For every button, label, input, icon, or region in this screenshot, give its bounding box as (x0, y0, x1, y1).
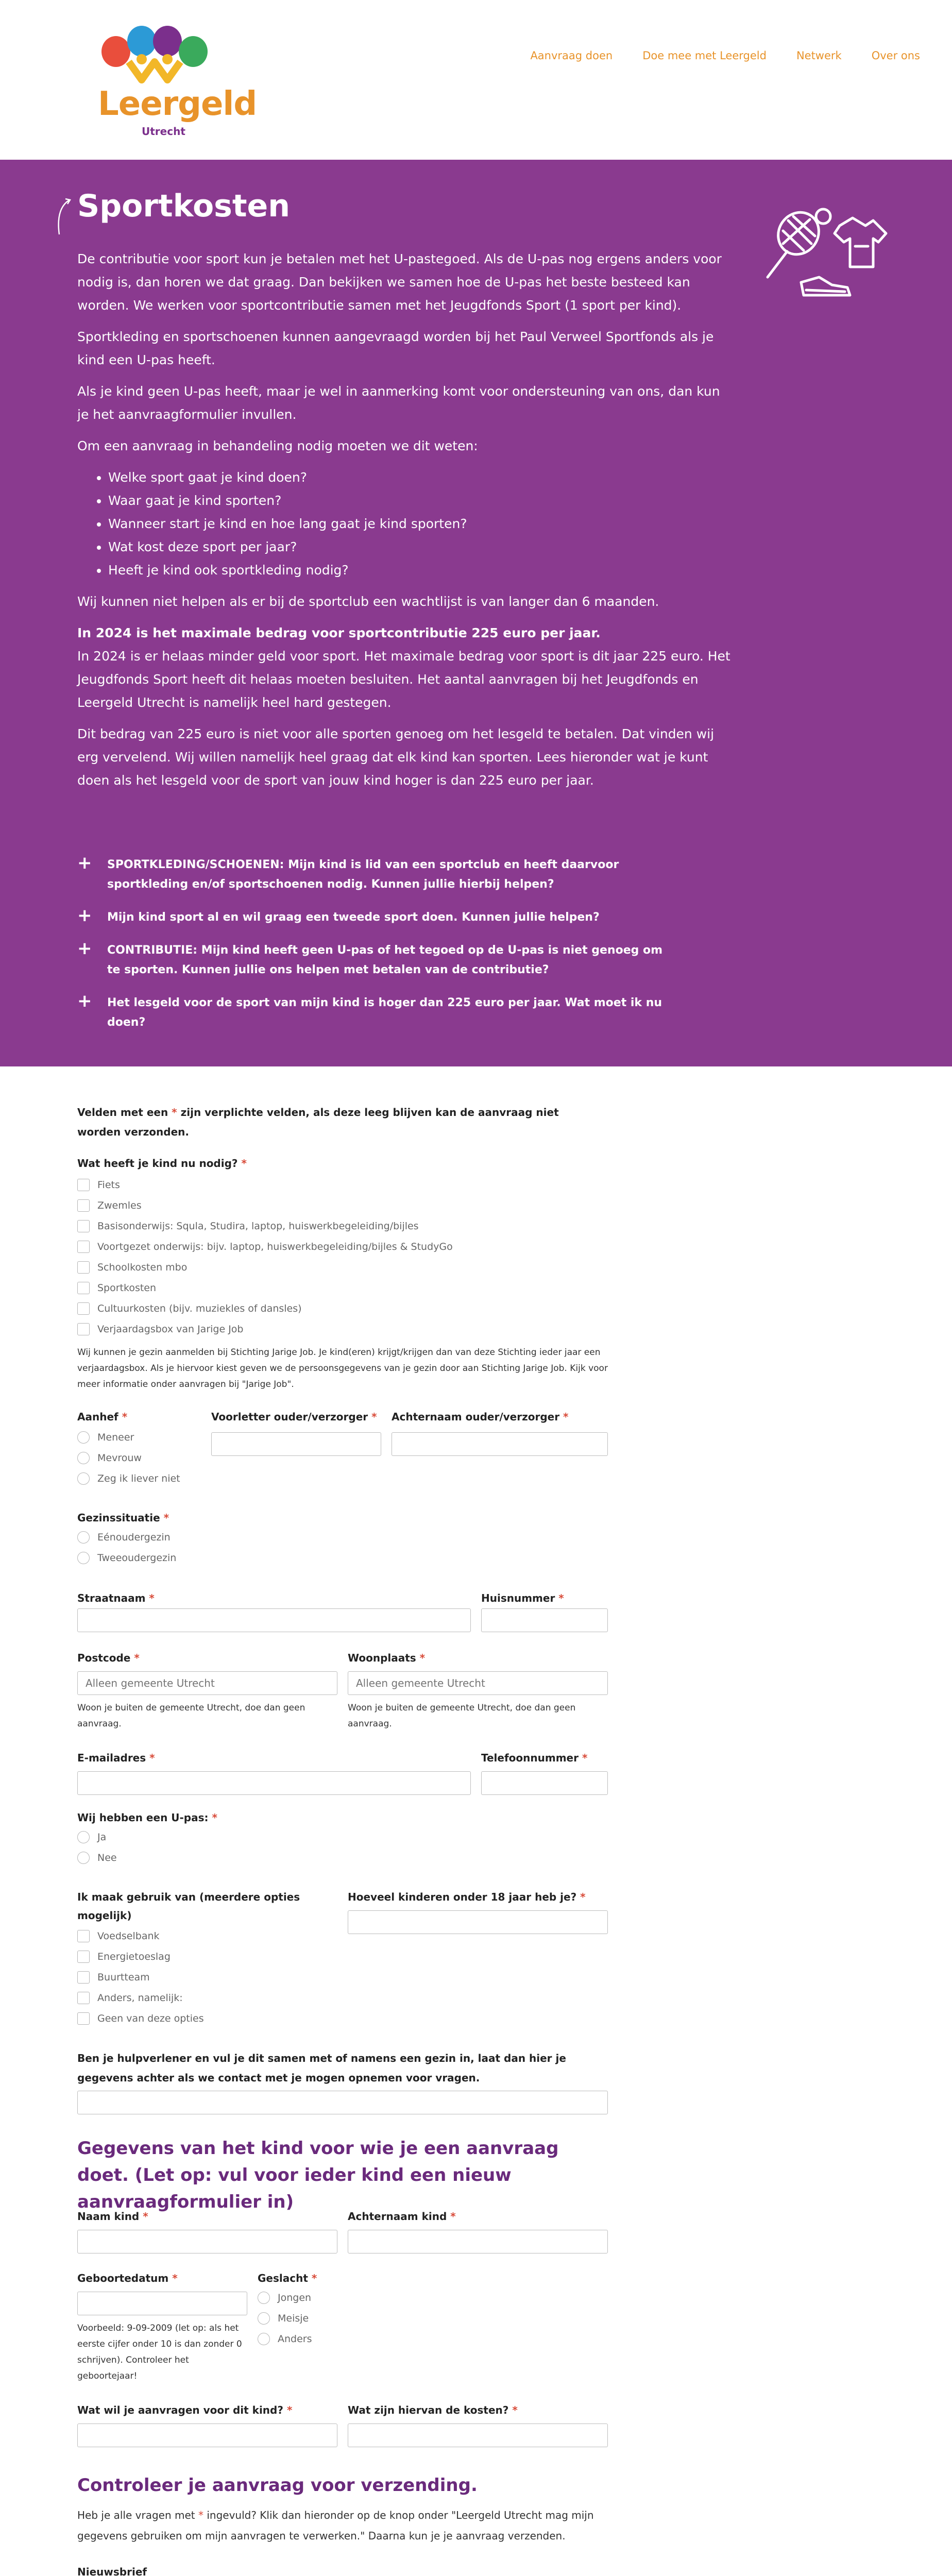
max-bedrag-heading: In 2024 is het maximale bedrag voor sportcontributie 225 euro per jaar. (77, 625, 601, 640)
required-star: * (286, 2404, 293, 2416)
kinderen-input[interactable] (348, 1910, 608, 1934)
checkbox-box[interactable] (77, 1282, 90, 1294)
option-label: Meisje (278, 2313, 309, 2324)
required-star: * (419, 1652, 426, 1664)
label-text: Achternaam ouder/verzorger (392, 1411, 564, 1423)
option-label: Zeg ik liever niet (97, 1473, 180, 1484)
checkbox-fiets[interactable] (77, 1179, 120, 1191)
list-item: • Heeft je kind ook sportkleding nodig? (108, 558, 732, 582)
option-label: Nee (97, 1852, 117, 1863)
naam-kind-label (77, 2207, 148, 2226)
required-star: * (450, 2210, 456, 2223)
required-star: * (134, 1652, 140, 1664)
leergeld-logo[interactable] (93, 23, 257, 138)
checkbox-box[interactable] (77, 1302, 90, 1315)
list-item: • Waar gaat je kind sporten? (108, 489, 732, 512)
option-label: Tweeoudergezin (97, 1552, 177, 1564)
email-input[interactable] (77, 1771, 471, 1795)
radio-anders[interactable] (258, 2333, 312, 2345)
nav-netwerk[interactable]: Netwerk (796, 49, 842, 62)
sportkleding-paragraph: Sportkleding en sportschoenen kunnen aangevraagd worden bij het Paul Verweel Sportfonds als je kind een U-pas heeft. (77, 329, 714, 367)
achternaam-ouder-label (392, 1408, 569, 1426)
option-label: Mevrouw (97, 1452, 142, 1464)
radio-jongen[interactable] (258, 2292, 311, 2304)
plus-icon: + (77, 905, 92, 926)
radio-meneer[interactable] (77, 1431, 134, 1444)
option-label: Buurtteam (97, 1972, 150, 1983)
kinderen-label (348, 1888, 586, 1906)
radio-circle[interactable] (77, 1431, 90, 1444)
radio-zeg-ik-liever-niet[interactable] (77, 1472, 180, 1485)
geboortedatum-input[interactable] (77, 2292, 247, 2315)
faq-item-sportkleding[interactable] (77, 855, 695, 894)
radio-circle[interactable] (77, 1452, 90, 1464)
geslacht-label (258, 2269, 317, 2287)
plus-icon: + (77, 938, 92, 959)
radio-tweeoudergezin[interactable] (77, 1552, 176, 1564)
checkbox-box[interactable] (77, 1241, 90, 1253)
radio-mevrouw[interactable] (77, 1452, 142, 1464)
minder-geld-paragraph: In 2024 is er helaas minder geld voor sport. Het maximale bedrag voor sport is dit jaar 225 euro. Het Jeugdfonds Sport heeft dit helaas moeten besluiten. Het aantal aanvragen bij het Jeugdfonds en Leergeld Utrecht is namelijk heel hard gestegen. (77, 649, 730, 710)
sportkosten-section (0, 160, 952, 1066)
postcode-note: Woon je buiten de gemeente Utrecht, doe dan geen aanvraag. (77, 1703, 305, 1729)
label-text: Aanhef (77, 1411, 122, 1423)
telefoon-label (481, 1749, 587, 1767)
checkbox-schoolkosten-mbo[interactable] (77, 1261, 187, 1274)
faq-question: SPORTKLEDING/SCHOENEN: Mijn kind is lid van een sportclub en heeft daarvoor sportkleding en/of sportschoenen nodig. Kunnen jullie hierbij helpen? (107, 858, 619, 891)
radio-eenoudergezin[interactable] (77, 1531, 171, 1544)
checkbox-geen[interactable] (77, 2012, 204, 2025)
option-label: Voortgezet onderwijs: bijv. laptop, huiswerkbegeleiding/bijles & StudyGo (97, 1241, 453, 1252)
achternaam-kind-label (348, 2207, 456, 2226)
woonplaats-label (348, 1649, 425, 1667)
option-label: Fiets (97, 1179, 120, 1191)
required-fields-note (77, 1103, 577, 1142)
needs-label (77, 1154, 247, 1173)
radio-circle[interactable] (77, 1852, 90, 1864)
postcode-label (77, 1649, 140, 1667)
option-label: Anders (278, 2333, 312, 2345)
label-text: Geslacht (258, 2272, 312, 2284)
requirements-list (108, 466, 732, 582)
achternaam-kind-input[interactable] (348, 2230, 608, 2253)
radio-upas-nee[interactable] (77, 1852, 117, 1864)
bedrag-paragraph: Dit bedrag van 225 euro is niet voor alle sporten genoeg om het lesgeld te betalen. Dat vinden wij erg vervelend. Wij willen namelijk heel graag dat elk kind kan sporten. Lees hieronder wat je kunt doen als het lesgeld voor de sport van jouw kind hoger is dan 225 euro per jaar. (77, 726, 715, 788)
checkbox-box[interactable] (77, 1971, 90, 1984)
label-text: Ik maak gebruik van (meerdere opties mogelijk) (77, 1891, 300, 1922)
plus-icon: + (77, 991, 92, 1011)
logo-subtitle: Utrecht (142, 125, 185, 138)
required-star: * (163, 1512, 169, 1524)
checkbox-anders[interactable] (77, 1992, 183, 2004)
label-text: Telefoonnummer (481, 1752, 582, 1764)
list-item: • Welke sport gaat je kind doen? (108, 466, 732, 489)
kosten-input[interactable] (348, 2424, 608, 2447)
logo-wordmark: Leergeld (98, 85, 257, 123)
checkbox-sportkosten[interactable] (77, 1282, 156, 1294)
option-label: Voedselbank (97, 1930, 160, 1942)
radio-circle[interactable] (258, 2292, 270, 2304)
required-star: * (172, 1106, 177, 1118)
option-label: Geen van deze opties (97, 2013, 204, 2024)
label-text: Naam kind (77, 2210, 143, 2223)
logo-figures-icon (93, 23, 222, 90)
checkbox-box[interactable] (77, 1992, 90, 2004)
geboortedatum-label (77, 2269, 178, 2287)
label-text: Huisnummer (481, 1592, 559, 1604)
required-star: * (512, 2404, 518, 2416)
hulpverlener-label: Ben je hulpverlener en vul je dit samen met of namens een gezin in, laat dan hier je gegevens achter als we contact met je mogen opnemen voor vragen. (77, 2052, 566, 2084)
checkbox-box[interactable] (77, 1220, 90, 1232)
requirements-intro: Om een aanvraag in behandeling nodig moeten we dit weten: (77, 438, 478, 453)
nav-over-ons[interactable]: Over ons (871, 49, 920, 62)
option-label: Meneer (97, 1432, 134, 1443)
nav-aanvraag-doen[interactable]: Aanvraag doen (530, 49, 613, 62)
email-label (77, 1749, 155, 1767)
label-text: Wat wil je aanvragen voor dit kind? (77, 2404, 287, 2416)
aanvragen-label (77, 2401, 292, 2419)
plus-icon: + (77, 853, 92, 873)
label-text: Gezinssituatie (77, 1512, 164, 1524)
label-text: Wat zijn hiervan de kosten? (348, 2404, 513, 2416)
intro-text: Velden met een (77, 1106, 172, 1118)
kosten-label (348, 2401, 518, 2419)
upas-label (77, 1808, 217, 1827)
required-star: * (212, 1811, 217, 1824)
label-text: E-mailadres (77, 1752, 150, 1764)
required-star: * (580, 1891, 586, 1903)
checkbox-voedselbank[interactable] (77, 1930, 160, 1942)
radio-circle[interactable] (77, 1472, 90, 1485)
curved-arrow-icon (54, 196, 75, 237)
label-text: Geboortedatum (77, 2272, 173, 2284)
option-label: Basisonderwijs: Squla, Studira, laptop, huiswerkbegeleiding/bijles (97, 1221, 419, 1232)
woonplaats-note: Woon je buiten de gemeente Utrecht, doe dan geen aanvraag. (348, 1703, 576, 1729)
option-label: Verjaardagsbox van Jarige Job (97, 1324, 244, 1335)
controle-section-title: Controleer je aanvraag voor verzending. (77, 2475, 478, 2496)
checkbox-energietoeslag[interactable] (77, 1951, 171, 1963)
site-header (0, 0, 952, 160)
option-label: Schoolkosten mbo (97, 1262, 188, 1273)
checkbox-buurtteam[interactable] (77, 1971, 150, 1984)
required-star: * (558, 1592, 564, 1604)
option-label: Energietoeslag (97, 1951, 171, 1962)
postcode-input[interactable] (77, 1671, 337, 1695)
required-star: * (371, 1411, 377, 1423)
required-star: * (149, 1592, 155, 1604)
required-star: * (241, 1157, 247, 1170)
woonplaats-input[interactable] (348, 1671, 608, 1695)
hulpverlener-input[interactable] (77, 2091, 608, 2114)
aanvragen-input[interactable] (77, 2424, 337, 2447)
radio-upas-ja[interactable] (77, 1831, 106, 1843)
huisnummer-input[interactable] (481, 1608, 608, 1632)
faq-item-lesgeld[interactable] (77, 993, 695, 1032)
radio-meisje[interactable] (258, 2312, 309, 2325)
gezinssituatie-label (77, 1509, 169, 1527)
checkbox-zwemles[interactable] (77, 1199, 142, 1212)
checkbox-box[interactable] (77, 1261, 90, 1274)
aanhef-label (77, 1408, 127, 1426)
faq-accordion (77, 855, 695, 1046)
checkbox-cultuurkosten[interactable] (77, 1302, 302, 1315)
label-text: Postcode (77, 1652, 134, 1664)
label-text: Hoeveel kinderen onder 18 jaar heb je? (348, 1891, 581, 1903)
controle-text-part: Heb je alle vragen met (77, 2509, 198, 2521)
checkbox-box[interactable] (77, 1951, 90, 1963)
checkbox-voortgezet[interactable] (77, 1241, 453, 1253)
option-label: Jongen (278, 2292, 312, 2303)
required-star: * (311, 2272, 317, 2284)
required-star: * (122, 1411, 128, 1423)
required-star: * (149, 1752, 155, 1764)
radio-circle[interactable] (77, 1531, 90, 1544)
option-label: Sportkosten (97, 1282, 157, 1294)
sport-equipment-icon (762, 205, 891, 303)
required-star: * (582, 1752, 588, 1764)
label-text: Woonplaats (348, 1652, 420, 1664)
label-text: Achternaam kind (348, 2210, 451, 2223)
checkbox-box[interactable] (77, 1323, 90, 1335)
required-star: * (172, 2272, 178, 2284)
faq-item-contributie[interactable] (77, 938, 695, 980)
nav-doe-mee[interactable]: Doe mee met Leergeld (642, 49, 767, 62)
option-label: Anders, namelijk: (97, 1992, 183, 2004)
list-item: • Wanneer start je kind en hoe lang gaat je kind sporten? (108, 512, 732, 535)
checkbox-jarige-job[interactable] (77, 1323, 244, 1335)
checkbox-box[interactable] (77, 1179, 90, 1191)
option-label: Eénoudergezin (97, 1532, 171, 1543)
checkbox-basisonderwijs[interactable] (77, 1220, 419, 1232)
radio-circle[interactable] (77, 1552, 90, 1564)
naam-kind-input[interactable] (77, 2230, 337, 2253)
voorletter-input[interactable] (211, 1432, 381, 1456)
hero-body (77, 247, 732, 800)
label-text: Wat heeft je kind nu nodig? (77, 1157, 242, 1170)
faq-question: Mijn kind sport al en wil graag een tweede sport doen. Kunnen jullie helpen? (107, 911, 600, 924)
straatnaam-input[interactable] (77, 1608, 471, 1632)
controle-text-part: ingevuld? Klik dan hieronder op de knop onder "Leergeld Utrecht mag mijn gegevens gebruiken om mijn aanvragen te verwerken." Daarna kun je je aanvraag verzenden. (77, 2509, 594, 2542)
achternaam-ouder-input[interactable] (392, 1432, 608, 1456)
geen-upas-paragraph: Als je kind geen U-pas heeft, maar je wel in aanmerking komt voor ondersteuning van ons, dan kun je het aanvraagformulier invullen. (77, 384, 720, 422)
label-text: Straatnaam (77, 1592, 149, 1604)
huisnummer-label (481, 1589, 564, 1607)
radio-circle[interactable] (258, 2333, 270, 2345)
option-label: Ja (97, 1832, 107, 1843)
checkbox-box[interactable] (77, 1930, 90, 1942)
label-text: Wij hebben een U-pas: (77, 1811, 212, 1824)
option-label: Zwemles (97, 1200, 142, 1211)
jarige-job-note: Wij kunnen je gezin aanmelden bij Stichting Jarige Job. Je kind(eren) krijgt/krijgen dan van deze Stichting ieder jaar een verjaardagsbox. Als je hiervoor kiest geven we de persoonsgegevens van je gezin door aan Stichting Jarige Job. Kijk voor meer informatie onder aanvragen bij "Jarige Job". (77, 1347, 608, 1389)
kind-section-title: Gegevens van het kind voor wie je een aanvraag doet. (Let op: vul voor ieder kind een nieuw aanvraagformulier in) (77, 2138, 559, 2212)
intro-paragraph: De contributie voor sport kun je betalen met het U-pastegoed. Als de U-pas nog ergens anders voor nodig is, dan horen we dat graag. Dan bekijken we samen hoe de U-pas het beste besteed kan worden. We werken voor sportcontributie samen met het Jeugdfonds Sport (1 sport per kind). (77, 251, 722, 313)
faq-question: CONTRIBUTIE: Mijn kind heeft geen U-pas of het tegoed op de U-pas is niet genoeg om te sporten. Kunnen jullie ons helpen met betalen van de contributie? (107, 944, 663, 976)
radio-circle[interactable] (258, 2312, 270, 2325)
geboortedatum-note: Voorbeeld: 9-09-2009 (let op: als het eerste cijfer onder 10 is dan zonder 0 schrijven). Controleer het geboortejaar! (77, 2323, 242, 2381)
main-nav (530, 49, 920, 62)
voorletter-label (211, 1408, 377, 1426)
checkbox-box[interactable] (77, 1199, 90, 1212)
telefoon-input[interactable] (481, 1771, 608, 1795)
required-star: * (198, 2509, 203, 2521)
checkbox-box[interactable] (77, 2012, 90, 2025)
faq-item-tweede-sport[interactable] (77, 905, 695, 927)
intro-text: zijn verplichte velden, als deze leeg blijven kan de aanvraag niet worden verzonden. (77, 1106, 559, 1138)
required-star: * (563, 1411, 569, 1423)
wachtlijst-paragraph: Wij kunnen niet helpen als er bij de sportclub een wachtlijst is van langer dan 6 maanden. (77, 594, 659, 609)
list-item: • Wat kost deze sport per jaar? (108, 535, 732, 558)
straatnaam-label (77, 1589, 155, 1607)
required-star: * (143, 2210, 148, 2223)
faq-question: Het lesgeld voor de sport van mijn kind is hoger dan 225 euro per jaar. Wat moet ik nu doen? (107, 996, 662, 1029)
option-label: Cultuurkosten (bijv. muziekles of dansles) (97, 1303, 302, 1314)
page-title: Sportkosten (77, 188, 290, 224)
nieuwsbrief-label: Nieuwsbrief (77, 2566, 147, 2576)
radio-circle[interactable] (77, 1831, 90, 1843)
label-text: Voorletter ouder/verzorger (211, 1411, 372, 1423)
controle-text (77, 2505, 608, 2546)
